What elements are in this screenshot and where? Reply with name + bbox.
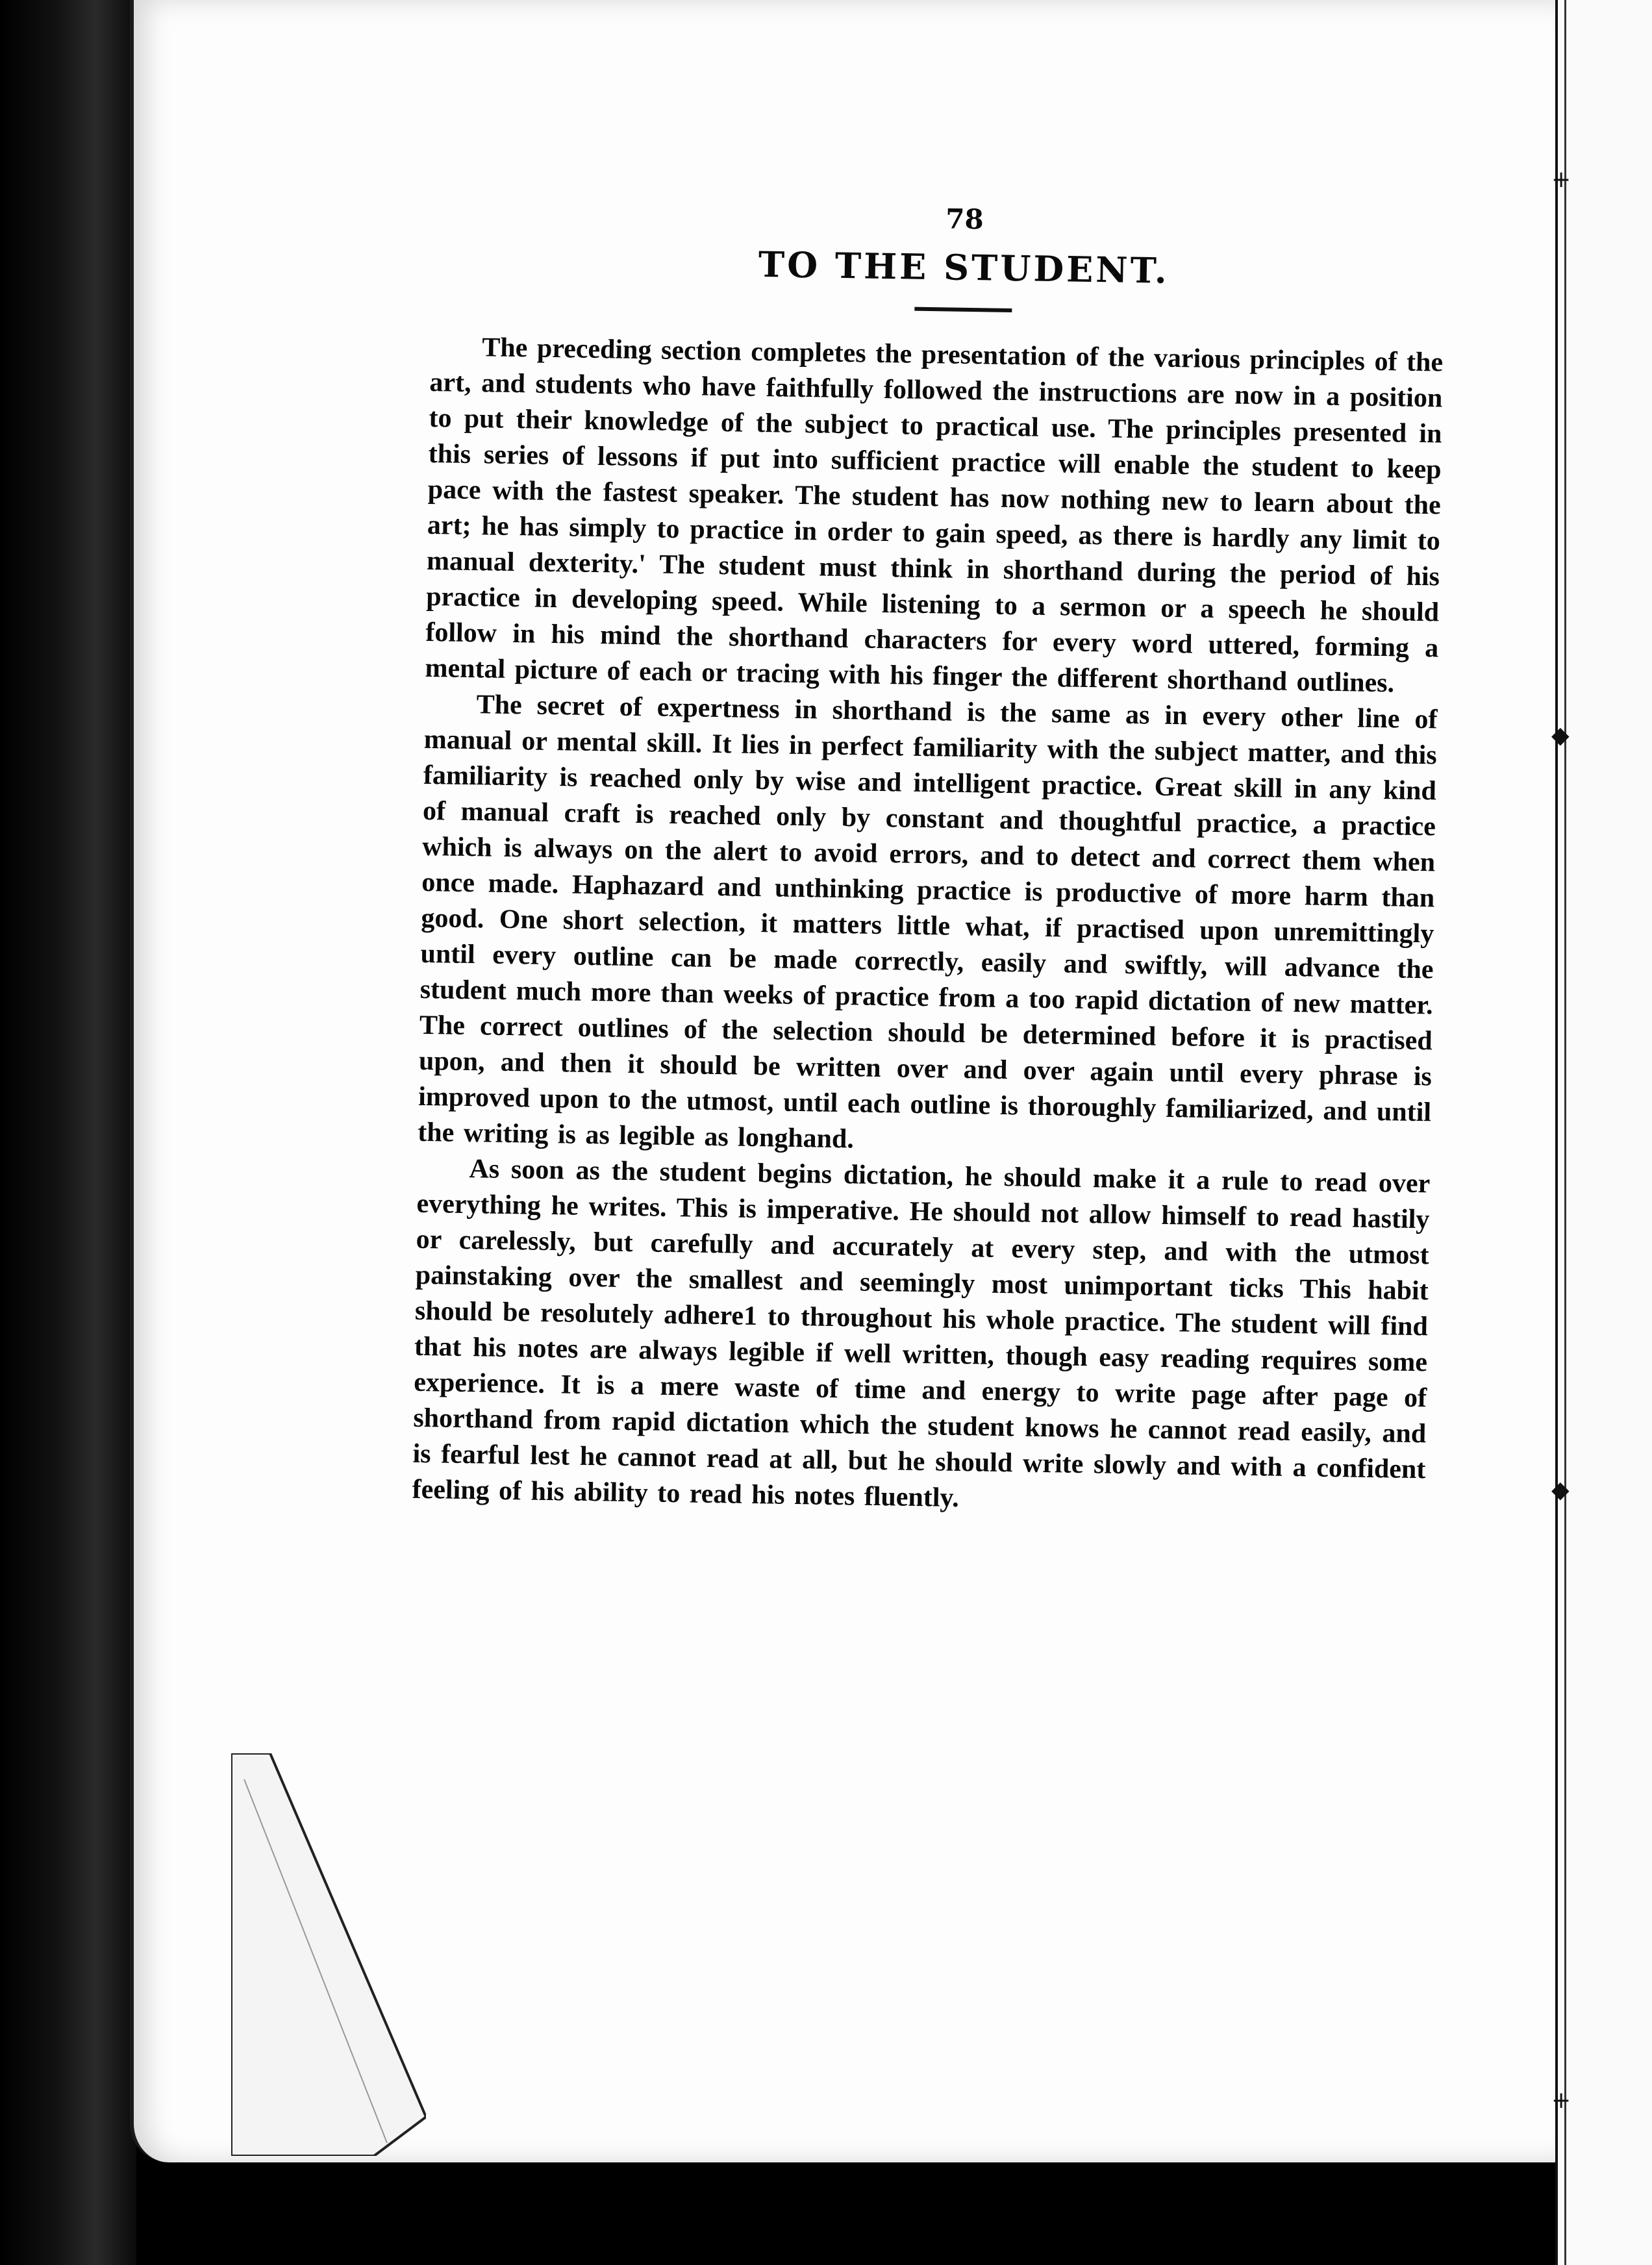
page-title: TO THE STUDENT. [758,243,1170,292]
paragraph-1: The preceding section completes the presentation of the various principles of the art, and students who have faithfully followed the instructions are now in a position to put their knowledge of the subject to practical use. The principles presented in this series of lessons if put into sufficient practice will enable the student to keep pace with the fastest speaker. The student has now nothing new to learn about the art; he has simply to practice in order to gain speed, as there is hardly any limit to manual dexterity.' The student must think in shorthand during the period of his practice in developing speed. While listening to a sermon or a speech he should follow in his mind the shorthand characters for every word uttered, forming a mental picture of each or tracing with his finger the different shorthand outlines. [425,332,1444,699]
next-page-edge [1551,0,1652,2265]
page-content [412,195,1446,1523]
paragraph-2: The secret of expertness in shorthand is the same as in every other line of manual or mental skill. It lies in perfect familiarity with the subject matter, and this familiarity is reached only by wise and intelligent practice. Great skill in any kind of manual craft is reached only by constant and thoughtful practice, a practice which is always on the alert to avoid errors, and to detect and correct them when once made. Haphazard and unthinking practice is productive of more harm than good. One short selection, it matters little what, if practised upon unremittingly until every outline can be made correctly, easily and swiftly, will advance the student much more than weeks of practice from a too rapid dictation of new matter. The correct outlines of the selection should be determined before it is practised upon, and then it should be written over and over again until every phrase is improved upon to the utmost, until each outline is thoroughly familiarized, and until the writing is as legible as longhand. [417,690,1438,1155]
book-page [130,0,1562,2162]
binding-tick-mark: ◆ [1551,1477,1570,1503]
page-number: 78 [945,203,984,236]
title-rule [914,307,1012,312]
binding-tick-mark: + [1551,166,1571,193]
binding-tick-mark: + [1551,2087,1571,2114]
paragraph-3: As soon as the student begins dictation, he should make it a rule to read over everything he writes. This is imperative. He should not allow himself to read hastily or carelessly, but carefully and accurately at every step, and with the utmost painstaking over the smallest and seemingly most unimportant ticks This habit should be resolutely adhere1 to throughout his whole practice. The student will find that his notes are always legible if well written, though easy reading requires some experience. It is a mere waste of time and energy to write page after page of shorthand from rapid dictation which the student knows he cannot read easily, and is fearful lest he cannot read at all, but he should write slowly and with a confident feeling of his ability to read his notes fluently. [412,1154,1431,1513]
folded-corner [231,1753,426,2156]
binding-tick-mark: ◆ [1551,722,1570,749]
book-binding [0,0,136,2265]
page-edge-line [1564,0,1566,2265]
